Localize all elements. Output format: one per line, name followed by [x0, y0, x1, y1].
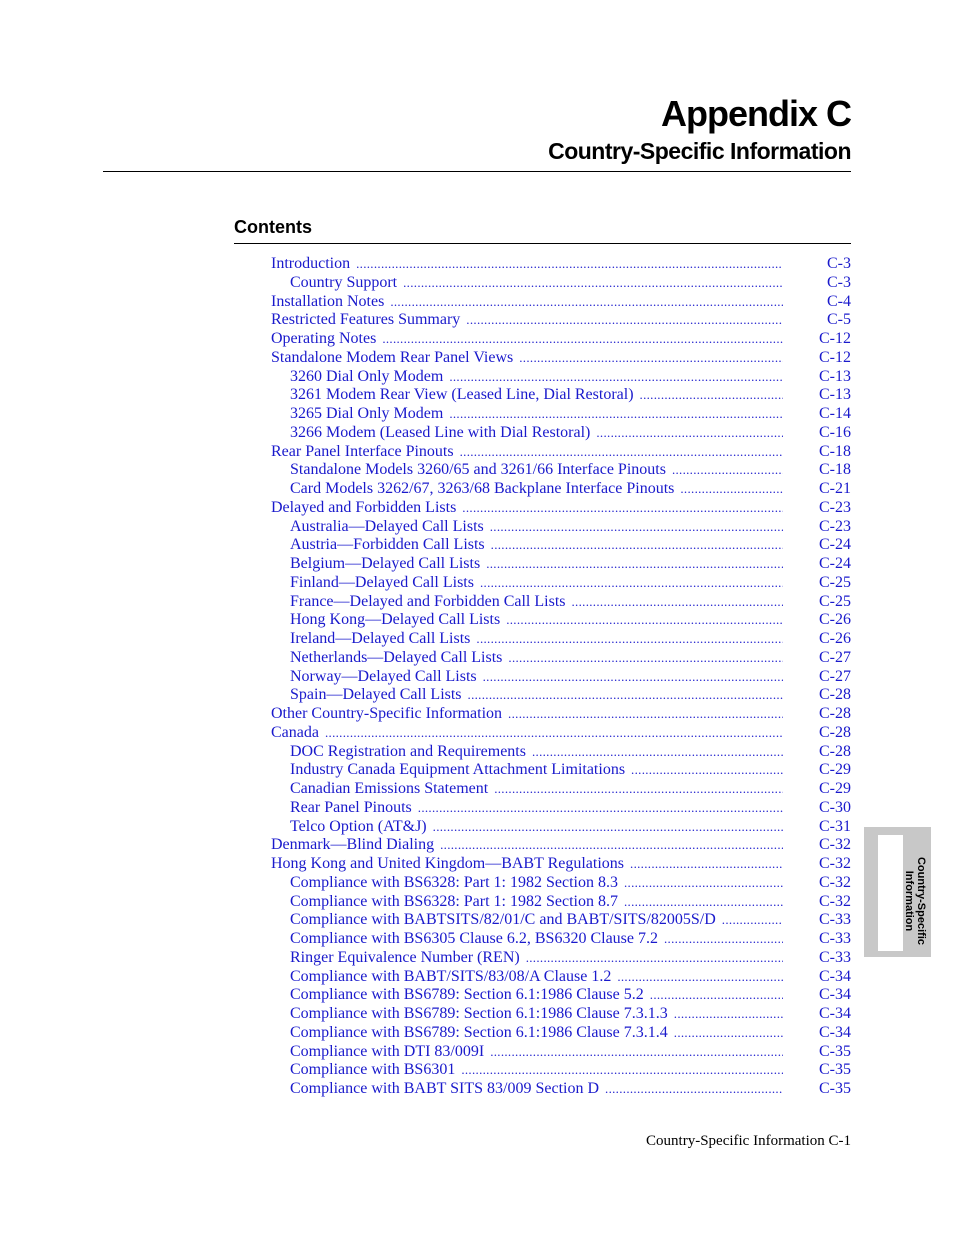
toc-entry[interactable] — [271, 255, 851, 274]
toc-entry[interactable] — [271, 686, 851, 705]
toc-entry-title: Canada — [271, 723, 319, 741]
toc-leader-dots — [526, 949, 783, 968]
side-tab-label — [903, 843, 928, 959]
toc-entry[interactable] — [271, 949, 851, 968]
toc-entry[interactable] — [271, 518, 851, 537]
toc-leader-dots — [722, 911, 783, 930]
toc-entry-lead — [271, 855, 783, 874]
toc-leader-dots — [460, 443, 783, 462]
toc-entry-page: C-18 — [819, 442, 851, 460]
toc-entry-title: Operating Notes — [271, 330, 377, 347]
toc-entry-lead — [290, 574, 783, 593]
toc-entry-title: DOC Registration and Requirements — [290, 742, 526, 760]
toc-entry-title: Introduction — [271, 255, 351, 272]
contents-heading: Contents — [234, 217, 312, 237]
toc-entry-page: C-29 — [819, 780, 851, 797]
toc-entry-lead — [290, 480, 783, 499]
toc-entry[interactable] — [271, 930, 851, 949]
toc-entry[interactable] — [271, 611, 851, 630]
toc-entry-title: Compliance with BABT SITS 83/009 Section D — [290, 1080, 600, 1097]
toc-entry[interactable] — [271, 386, 851, 405]
toc-entry[interactable] — [271, 855, 851, 874]
toc-entry-lead — [290, 761, 783, 780]
toc-entry-lead — [290, 949, 783, 968]
toc-entry-lead — [290, 555, 783, 574]
toc-entry-page: C-24 — [819, 555, 851, 572]
toc-leader-dots — [440, 836, 783, 855]
toc-entry[interactable] — [271, 555, 851, 574]
toc-entry-lead — [290, 386, 783, 405]
toc-entry[interactable] — [271, 799, 851, 818]
toc-entry-page: C-26 — [819, 611, 851, 629]
toc-entry-page: C-28 — [819, 705, 851, 722]
toc-leader-dots — [461, 1061, 783, 1080]
toc-entry[interactable] — [271, 668, 851, 687]
toc-leader-dots — [624, 874, 783, 893]
toc-entry-title: Norway—Delayed Call Lists — [290, 667, 477, 685]
side-tab-line-1: Country-Specific — [915, 856, 928, 945]
toc-leader-dots — [403, 274, 783, 293]
toc-entry-page: C-31 — [819, 817, 851, 835]
toc-entry-page: C-29 — [819, 761, 851, 779]
page-footer: Country-Specific Information C-1 — [646, 1133, 851, 1149]
toc-entry-lead — [290, 1080, 783, 1099]
toc-entry-page: C-23 — [819, 517, 851, 535]
toc-entry-title: Card Models 3262/67, 3263/68 Backplane Interface Pinouts — [290, 480, 675, 497]
appendix-subtitle: Country-Specific Information — [548, 138, 851, 164]
toc-entry-lead — [290, 368, 783, 387]
toc-entry[interactable] — [271, 1061, 851, 1080]
toc-entry-title: Compliance with BS6789: Section 6.1:1986 Clause 7.3.1.4 — [290, 1023, 668, 1041]
toc-entry[interactable] — [271, 836, 851, 855]
toc-leader-dots — [325, 724, 783, 743]
toc-entry-title: Other Country-Specific Information — [271, 705, 503, 722]
toc-entry-lead — [290, 968, 783, 987]
toc-entry-title: Installation Notes — [271, 292, 385, 310]
toc-entry-lead — [271, 311, 783, 330]
toc-entry-lead — [290, 461, 783, 480]
toc-entry[interactable] — [271, 293, 851, 312]
toc-entry[interactable] — [271, 724, 851, 743]
toc-entry[interactable] — [271, 968, 851, 987]
toc-entry-lead — [271, 255, 783, 274]
toc-entry-page: C-28 — [819, 742, 851, 760]
toc-entry-lead — [271, 330, 783, 349]
toc-entry[interactable] — [271, 761, 851, 780]
toc-entry[interactable] — [271, 330, 851, 349]
toc-entry-title: Compliance with BS6328: Part 1: 1982 Section 8.3 — [290, 873, 618, 891]
toc-leader-dots — [508, 705, 783, 724]
toc-entry-page: C-25 — [819, 573, 851, 591]
toc-entry[interactable] — [271, 574, 851, 593]
toc-leader-dots — [624, 893, 783, 912]
toc-entry-title: Compliance with DTI 83/009I — [290, 1042, 485, 1060]
toc-entry-page: C-23 — [819, 498, 851, 516]
toc-entry-page: C-34 — [819, 967, 851, 985]
toc-entry-lead — [271, 349, 783, 368]
toc-entry-page: C-33 — [819, 911, 851, 929]
toc-leader-dots — [630, 855, 783, 874]
toc-entry-title: Standalone Models 3260/65 and 3261/66 Interface Pinouts — [290, 461, 666, 479]
toc-entry-page: C-25 — [819, 592, 851, 610]
toc-leader-dots — [640, 386, 783, 405]
toc-leader-dots — [672, 461, 783, 480]
toc-leader-dots — [433, 818, 783, 837]
toc-entry[interactable] — [271, 1080, 851, 1099]
toc-entry-title: Netherlands—Delayed Call Lists — [290, 648, 503, 666]
toc-entry-page: C-34 — [819, 1005, 851, 1022]
toc-leader-dots — [674, 1024, 783, 1043]
toc-entry-lead — [290, 911, 783, 930]
toc-entry-lead — [271, 293, 783, 312]
toc-entry-page: C-34 — [819, 986, 851, 1004]
toc-entry-lead — [290, 686, 783, 705]
appendix-title: Appendix C — [660, 93, 851, 134]
toc-entry[interactable] — [271, 911, 851, 930]
toc-entry-lead — [290, 874, 783, 893]
toc-entry-title: Spain—Delayed Call Lists — [290, 686, 462, 704]
toc-entry-lead — [290, 743, 783, 762]
toc-entry-title: 3266 Modem (Leased Line with Dial Restoral) — [290, 423, 591, 441]
toc-entry[interactable] — [271, 630, 851, 649]
toc-entry-page: C-21 — [819, 480, 851, 497]
toc-entry-title: Finland—Delayed Call Lists — [290, 573, 474, 591]
toc-entry[interactable] — [271, 818, 851, 837]
toc-leader-dots — [480, 574, 783, 593]
toc-entry-page: C-32 — [819, 836, 851, 854]
toc-entry-title: 3265 Dial Only Modem — [290, 405, 444, 422]
toc-entry-page: C-35 — [819, 1080, 851, 1097]
toc-entry-page: C-5 — [827, 311, 851, 329]
toc-entry-page: C-13 — [819, 367, 851, 385]
toc-entry[interactable] — [271, 274, 851, 293]
toc-entry[interactable] — [271, 536, 851, 555]
toc-leader-dots — [596, 424, 783, 443]
toc-entry-page: C-32 — [819, 892, 851, 910]
toc-leader-dots — [466, 311, 783, 330]
toc-entry-title: Ireland—Delayed Call Lists — [290, 630, 471, 647]
toc-entry-title: Canadian Emissions Statement — [290, 780, 489, 797]
toc-entry-page: C-12 — [819, 348, 851, 366]
toc-entry[interactable] — [271, 649, 851, 668]
toc-entry-page: C-27 — [819, 648, 851, 666]
toc-leader-dots — [680, 480, 783, 499]
toc-leader-dots — [674, 1005, 783, 1024]
toc-entry-title: Australia—Delayed Call Lists — [290, 517, 484, 535]
toc-entry-title: 3261 Modem Rear View (Leased Line, Dial Restoral) — [290, 386, 634, 404]
toc-entry-page: C-28 — [819, 723, 851, 741]
toc-entry[interactable] — [271, 593, 851, 612]
toc-leader-dots — [532, 743, 783, 762]
toc-entry-title: Compliance with BS6305 Clause 6.2, BS6320 Clause 7.2 — [290, 930, 658, 947]
toc-entry-title: Denmark—Blind Dialing — [271, 836, 435, 854]
header-rule — [103, 171, 851, 172]
toc-entry-page: C-30 — [819, 798, 851, 816]
toc-entry-page: C-35 — [819, 1042, 851, 1060]
toc-entry-title: Telco Option (AT&J) — [290, 817, 427, 835]
toc-entry-lead — [290, 818, 783, 837]
toc-entry[interactable] — [271, 1043, 851, 1062]
toc-leader-dots — [631, 761, 783, 780]
toc-entry[interactable] — [271, 499, 851, 518]
side-tab-label-box — [878, 835, 928, 951]
toc-entry-lead — [290, 274, 783, 293]
toc-leader-dots — [486, 555, 783, 574]
toc-entry-lead — [290, 649, 783, 668]
toc-entry-title: Country Support — [290, 273, 398, 291]
toc-entry-page: C-33 — [819, 930, 851, 947]
side-tab-line-2: Information — [903, 870, 916, 932]
toc-entry-page: C-33 — [819, 948, 851, 966]
toc-entry-lead — [290, 593, 783, 612]
toc-entry[interactable] — [271, 743, 851, 762]
toc-entry-title: Ringer Equivalence Number (REN) — [290, 948, 520, 966]
toc-entry-lead — [290, 611, 783, 630]
toc-leader-dots — [449, 368, 783, 387]
toc-entry-page: C-34 — [819, 1023, 851, 1041]
toc-entry-page: C-28 — [819, 686, 851, 704]
toc-entry-page: C-18 — [819, 461, 851, 479]
toc-entry-page: C-3 — [827, 255, 851, 272]
toc-entry-title: France—Delayed and Forbidden Call Lists — [290, 592, 566, 610]
toc-entry-lead — [290, 930, 783, 949]
toc-leader-dots — [449, 405, 783, 424]
toc-leader-dots — [356, 255, 783, 274]
toc-entry-title: Hong Kong—Delayed Call Lists — [290, 611, 501, 629]
toc-entry-lead — [290, 405, 783, 424]
toc-entry-lead — [271, 443, 783, 462]
toc-entry-title: Industry Canada Equipment Attachment Limitations — [290, 761, 626, 779]
toc-entry-title: Rear Panel Interface Pinouts — [271, 442, 454, 460]
toc-entry-title: Compliance with BS6328: Part 1: 1982 Section 8.7 — [290, 892, 618, 910]
toc-entry-title: Belgium—Delayed Call Lists — [290, 555, 481, 572]
toc-leader-dots — [418, 799, 783, 818]
toc-leader-dots — [572, 593, 784, 612]
toc-leader-dots — [490, 1043, 783, 1062]
toc-leader-dots — [508, 649, 783, 668]
toc-entry-page: C-12 — [819, 330, 851, 347]
toc-entry[interactable] — [271, 986, 851, 1005]
toc-entry-page: C-27 — [819, 667, 851, 685]
toc-entry-lead — [271, 836, 783, 855]
toc-entry-page: C-24 — [819, 536, 851, 554]
toc-entry[interactable] — [271, 368, 851, 387]
toc-leader-dots — [462, 499, 783, 518]
toc-entry-page: C-32 — [819, 873, 851, 891]
toc-leader-dots — [617, 968, 783, 987]
toc-entry-title: Compliance with BS6789: Section 6.1:1986 Clause 5.2 — [290, 986, 644, 1004]
toc-entry-lead — [290, 893, 783, 912]
toc-entry-lead — [290, 630, 783, 649]
toc-entry-page: C-14 — [819, 405, 851, 422]
toc-leader-dots — [605, 1080, 783, 1099]
toc-entry-title: Rear Panel Pinouts — [290, 798, 412, 816]
toc-leader-dots — [468, 686, 783, 705]
toc-entry[interactable] — [271, 461, 851, 480]
toc-leader-dots — [650, 986, 783, 1005]
toc-entry-page: C-3 — [827, 273, 851, 291]
toc-entry[interactable] — [271, 311, 851, 330]
toc-entry[interactable] — [271, 705, 851, 724]
toc-entry-title: Delayed and Forbidden Lists — [271, 498, 457, 516]
toc-leader-dots — [506, 611, 783, 630]
toc-entry-title: Standalone Modem Rear Panel Views — [271, 348, 514, 366]
toc-leader-dots — [390, 293, 783, 312]
toc-leader-dots — [494, 780, 783, 799]
toc-entry-title: Austria—Forbidden Call Lists — [290, 536, 485, 554]
toc-entry-title: Compliance with BS6789: Section 6.1:1986 Clause 7.3.1.3 — [290, 1005, 668, 1022]
toc-leader-dots — [664, 930, 783, 949]
toc-entry-lead — [290, 424, 783, 443]
section-side-tab — [864, 827, 931, 957]
toc-entry[interactable] — [271, 480, 851, 499]
toc-entry-lead — [290, 1005, 783, 1024]
toc-entry-lead — [290, 1024, 783, 1043]
toc-entry-lead — [290, 1043, 783, 1062]
toc-entry-lead — [290, 986, 783, 1005]
toc-entry-lead — [290, 668, 783, 687]
toc-entry-title: Hong Kong and United Kingdom—BABT Regulations — [271, 855, 625, 872]
toc-leader-dots — [476, 630, 783, 649]
toc-entry[interactable] — [271, 424, 851, 443]
toc-entry-page: C-16 — [819, 423, 851, 441]
toc-entry[interactable] — [271, 405, 851, 424]
toc-entry-title: 3260 Dial Only Modem — [290, 367, 444, 385]
toc-entry-title: Compliance with BS6301 — [290, 1061, 456, 1079]
toc-entry-title: Compliance with BABT/SITS/83/08/A Clause 1.2 — [290, 967, 612, 985]
toc-entry-lead — [290, 536, 783, 555]
toc-entry-page: C-26 — [819, 630, 851, 647]
toc-entry[interactable] — [271, 443, 851, 462]
toc-leader-dots — [483, 668, 783, 687]
toc-entry-lead — [271, 499, 783, 518]
toc-entry-lead — [290, 780, 783, 799]
contents-rule — [234, 243, 851, 244]
table-of-contents — [271, 255, 851, 1099]
toc-entry[interactable] — [271, 349, 851, 368]
toc-entry-title: Restricted Features Summary — [271, 311, 461, 329]
toc-entry-lead — [290, 1061, 783, 1080]
toc-entry[interactable] — [271, 780, 851, 799]
toc-entry[interactable] — [271, 1024, 851, 1043]
toc-leader-dots — [519, 349, 783, 368]
toc-entry[interactable] — [271, 1005, 851, 1024]
toc-entry-lead — [290, 799, 783, 818]
toc-entry-page: C-32 — [819, 855, 851, 872]
toc-entry-page: C-13 — [819, 386, 851, 404]
toc-leader-dots — [491, 536, 783, 555]
toc-entry-lead — [290, 518, 783, 537]
toc-entry-title: Compliance with BABTSITS/82/01/C and BABT/SITS/82005S/D — [290, 911, 716, 929]
toc-leader-dots — [490, 518, 783, 537]
toc-leader-dots — [382, 330, 783, 349]
toc-entry-page: C-35 — [819, 1061, 851, 1079]
toc-entry-lead — [271, 705, 783, 724]
toc-entry-lead — [271, 724, 783, 743]
toc-entry[interactable] — [271, 874, 851, 893]
toc-entry[interactable] — [271, 893, 851, 912]
toc-entry-page: C-4 — [827, 292, 851, 310]
